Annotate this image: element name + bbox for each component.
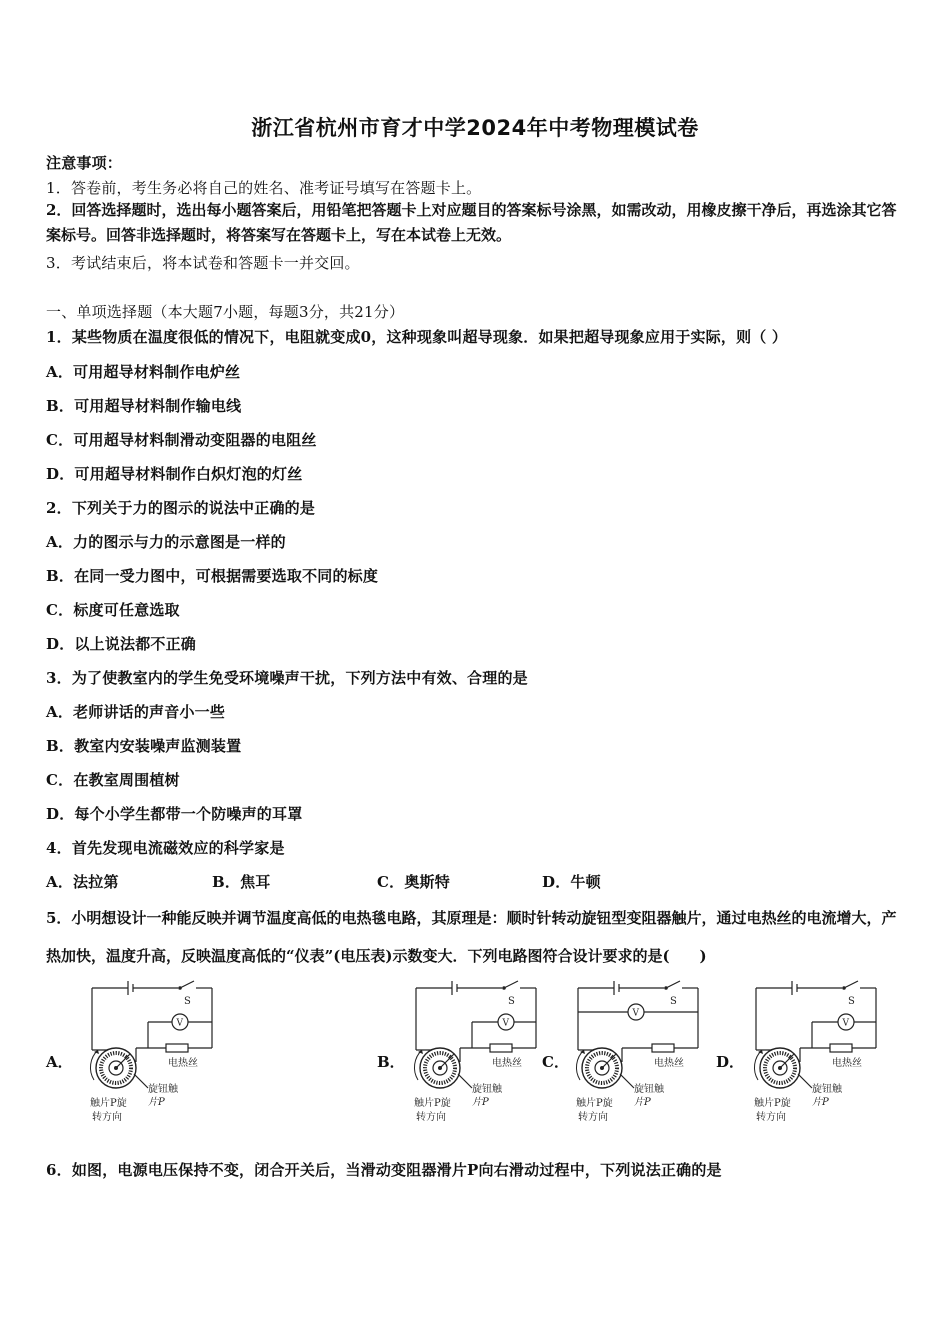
question-1-option-a[interactable]: A．可用超导材料制作电炉丝: [46, 363, 241, 381]
heater-resistor-icon: [830, 1044, 852, 1052]
notice-item-1: 1．答卷前，考生务必将自己的姓名、准考证号填写在答题卡上。: [46, 179, 482, 197]
knob-contact-label-2: 片P: [148, 1097, 165, 1108]
question-3-option-c[interactable]: C．在教室周围植树: [46, 771, 180, 789]
question-1-option-c[interactable]: C．可用超导材料制滑动变阻器的电阻丝: [46, 431, 317, 449]
question-1-option-b[interactable]: B．可用超导材料制作输电线: [46, 397, 242, 415]
question-4-stem: 4．首先发现电流磁效应的科学家是: [46, 839, 285, 857]
knob-contact-label-2: 片P: [472, 1097, 489, 1108]
voltmeter-label: V: [502, 1018, 509, 1029]
notice-item-3: 3．考试结束后，将本试卷和答题卡一并交回。: [46, 254, 360, 272]
knob-contact-label-1: 旋钮触: [472, 1084, 502, 1095]
switch-blade: [504, 981, 518, 988]
rotate-label-1: 触片P旋: [90, 1098, 127, 1109]
heater-resistor-icon: [652, 1044, 674, 1052]
switch-blade: [666, 981, 680, 988]
question-2-option-b[interactable]: B．在同一受力图中，可根据需要选取不同的标度: [46, 567, 379, 585]
knob-contact-pointer: [458, 1074, 472, 1088]
knob-contact-pointer: [620, 1074, 634, 1088]
question-3-stem: 3．为了使教室内的学生免受环境噪声干扰，下列方法中有效、合理的是: [46, 669, 528, 687]
switch-label: S: [670, 996, 677, 1007]
circuit-diagram-d[interactable]: [752, 976, 892, 1131]
rotate-label-2: 转方向: [416, 1112, 446, 1123]
question-5-option-b[interactable]: B．: [377, 1053, 405, 1071]
voltmeter-label: V: [176, 1018, 183, 1029]
page-title: 浙江省杭州市育才中学2024年中考物理模试卷: [251, 116, 699, 140]
rotate-label-1: 触片P旋: [576, 1098, 613, 1109]
rotate-label-1: 触片P旋: [414, 1098, 451, 1109]
rotate-label-2: 转方向: [92, 1112, 122, 1123]
question-4-option-c[interactable]: C．奥斯特: [377, 873, 450, 891]
knob-contact-label-1: 旋钮触: [812, 1084, 842, 1095]
knob-contact-pointer: [134, 1074, 148, 1088]
knob-contact-label-2: 片P: [812, 1097, 829, 1108]
heater-label: 电热丝: [492, 1058, 522, 1069]
heater-label: 电热丝: [832, 1058, 862, 1069]
rotate-label-1: 触片P旋: [754, 1098, 791, 1109]
heater-resistor-icon: [166, 1044, 188, 1052]
section-heading: 一、单项选择题（本大题7小题，每题3分，共21分）: [46, 303, 405, 321]
rotate-label-2: 转方向: [756, 1112, 786, 1123]
heater-label: 电热丝: [654, 1058, 684, 1069]
question-2-option-a[interactable]: A．力的图示与力的示意图是一样的: [46, 533, 286, 551]
knob-contact-label-2: 片P: [634, 1097, 651, 1108]
circuit-diagram-a[interactable]: [88, 976, 228, 1131]
question-2-option-d[interactable]: D．以上说法都不正确: [46, 635, 197, 653]
switch-blade: [844, 981, 858, 988]
question-2-stem: 2．下列关于力的图示的说法中正确的是: [46, 499, 316, 517]
switch-label: S: [184, 996, 191, 1007]
question-4-option-d[interactable]: D．牛顿: [542, 873, 601, 891]
question-5-option-a[interactable]: A．: [46, 1053, 73, 1071]
question-1-option-d[interactable]: D．可用超导材料制作白炽灯泡的灯丝: [46, 465, 303, 483]
question-5-stem: 5．小明想设计一种能反映并调节温度高低的电热毯电路，其原理是：顺时针转动旋钮型变阻器触片，通过电热丝的电流增大，产热加快，温度升高，反映温度高低的“仪表”(电压表)示数变大．下列电路图符合设计要求的是( ): [46, 909, 897, 965]
knob-contact-label-1: 旋钮触: [634, 1084, 664, 1095]
switch-blade: [180, 981, 194, 988]
question-4-option-a[interactable]: A．法拉第: [46, 873, 119, 891]
notice-heading: 注意事项：: [46, 154, 123, 172]
question-4-option-b[interactable]: B．焦耳: [212, 873, 271, 891]
question-3-option-d[interactable]: D．每个小学生都带一个防噪声的耳罩: [46, 805, 303, 823]
heater-resistor-icon: [490, 1044, 512, 1052]
question-5-option-d[interactable]: D．: [716, 1053, 745, 1071]
circuit-diagram-b[interactable]: [412, 976, 552, 1131]
rotate-label-2: 转方向: [578, 1112, 608, 1123]
voltmeter-label: V: [632, 1008, 639, 1019]
knob-contact-label-1: 旋钮触: [148, 1084, 178, 1095]
question-1-stem: 1．某些物质在温度很低的情况下，电阻就变成0，这种现象叫超导现象．如果把超导现象应用于实际，则（ ）: [46, 328, 788, 346]
question-3-option-b[interactable]: B．教室内安装噪声监测装置: [46, 737, 242, 755]
question-6-stem: 6．如图，电源电压保持不变，闭合开关后，当滑动变阻器滑片P向右滑动过程中，下列说法正确的是: [46, 1161, 722, 1179]
notice-item-2: 2．回答选择题时，选出每小题答案后，用铅笔把答题卡上对应题目的答案标号涂黑，如需改动，用橡皮擦干净后，再选涂其它答案标号。回答非选择题时，将答案写在答题卡上，写在本试卷上无效。: [46, 201, 897, 244]
switch-label: S: [848, 996, 855, 1007]
circuit-diagram-c[interactable]: [574, 976, 714, 1131]
heater-label: 电热丝: [168, 1058, 198, 1069]
question-2-option-c[interactable]: C．标度可任意选取: [46, 601, 180, 619]
knob-contact-pointer: [798, 1074, 812, 1088]
switch-label: S: [508, 996, 515, 1007]
voltmeter-label: V: [842, 1018, 849, 1029]
question-5-option-c[interactable]: C．: [542, 1053, 569, 1071]
question-3-option-a[interactable]: A．老师讲话的声音小一些: [46, 703, 226, 721]
